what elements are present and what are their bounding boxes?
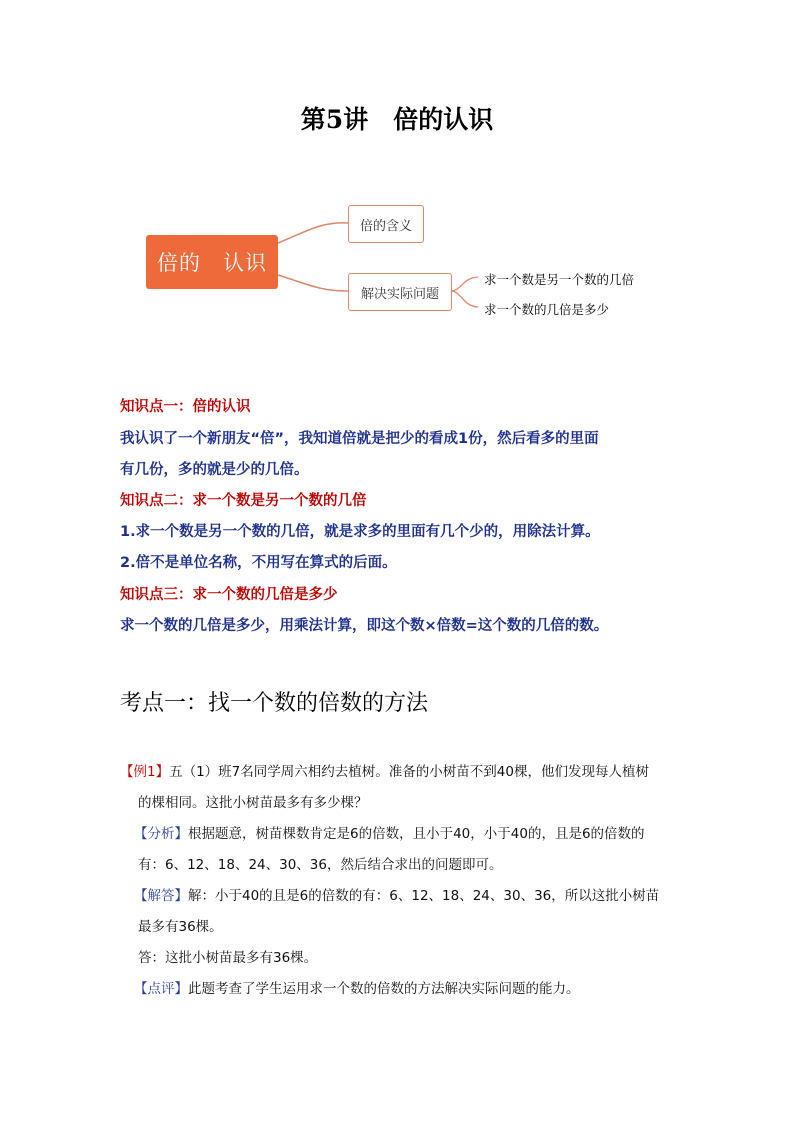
analysis-line-2: 有：6、12、18、24、30、36，然后结合求出的问题即可。 [138,857,503,873]
mindmap-leaf-1: 求一个数是另一个数的几倍 [484,272,635,287]
knowledge-line: 有几份，多的就是少的几倍。 [120,462,309,478]
knowledge-line: 1.求一个数是另一个数的几倍，就是求多的里面有几个少的，用除法计算。 [120,524,600,540]
example-question [120,760,649,780]
mindmap-root: 倍的 认识 [146,235,278,289]
mindmap-branch-meaning: 倍的含义 [348,205,424,243]
mindmap-leaf-2: 求一个数的几倍是多少 [484,302,610,317]
answer-line-2: 最多有36棵。 [138,919,223,935]
knowledge-line: 我认识了一个新朋友“倍”，我知道倍就是把少的看成1份，然后看多的里面 [120,431,599,447]
final-answer: 答：这批小树苗最多有36棵。 [138,950,318,966]
knowledge-line: 求一个数的几倍是多少，用乘法计算，即这个数×倍数=这个数的几倍的数。 [120,618,609,634]
comment [134,977,580,997]
answer-line-1: 解：小于40的且是6的倍数的有：6、12、18、24、30、36，所以这批小树苗 [188,888,660,904]
analysis [134,822,645,842]
mindmap-branch-problems: 解决实际问题 [348,273,452,311]
answer [134,884,659,904]
knowledge-heading-3: 知识点三：求一个数的几倍是多少 [120,587,338,603]
knowledge-line: 2.倍不是单位名称，不用写在算式的后面。 [120,555,397,571]
page-title: 第5讲 倍的认识 [300,105,494,134]
example-tag: 【例1】 [120,764,170,780]
analysis-line-1: 根据题意，树苗棵数肯定是6的倍数，且小于40，小于40的，且是6的倍数的 [188,826,645,842]
section-heading: 考点一：找一个数的倍数的方法 [120,691,429,716]
analysis-tag: 【分析】 [134,826,188,842]
example-question-line-2: 的棵相同。这批小树苗最多有多少棵？ [138,795,368,811]
knowledge-heading-1: 知识点一：倍的认识 [120,399,251,415]
comment-text: 此题考查了学生运用求一个数的倍数的方法解决实际问题的能力。 [188,981,580,997]
knowledge-heading-2: 知识点二：求一个数是另一个数的几倍 [120,493,367,509]
answer-tag: 【解答】 [134,888,188,904]
comment-tag: 【点评】 [134,981,188,997]
example-question-line-1: 五（1）班7名同学周六相约去植树。准备的小树苗不到40棵，他们发现每人植树 [169,764,649,780]
